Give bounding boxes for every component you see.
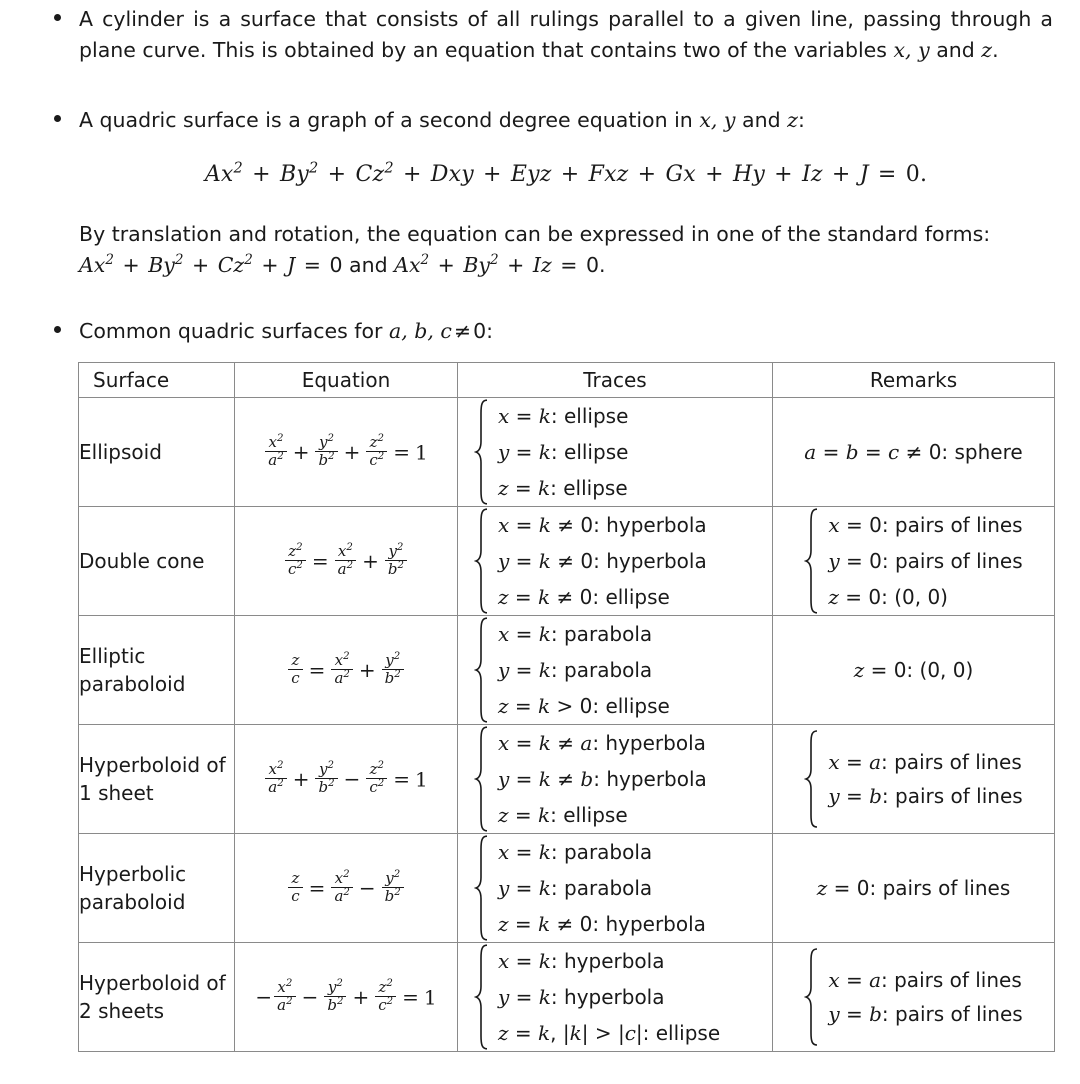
bullet-cylinder-var-last: z <box>981 38 993 62</box>
traces-group-line: y = k ≠ 0: hyperbola <box>498 549 707 573</box>
cell-surface-name: Elliptic paraboloid <box>79 616 235 725</box>
table-row <box>79 398 1055 507</box>
cell-remarks <box>773 725 1055 834</box>
table-row <box>79 725 1055 834</box>
table-row <box>79 834 1055 943</box>
document-page <box>0 4 1080 1084</box>
bullet-quadric-end: : <box>797 108 805 132</box>
bullet-common-surfaces-text <box>79 316 1053 347</box>
cell-surface-name: Double cone <box>79 507 235 616</box>
cell-equation: $\frac{x^2}{a^2}$ + $\frac{y^2}{b^2}$ + $\frac{z^2}{c^2}$ = 1 <box>235 398 458 507</box>
remarks-group <box>773 729 1054 829</box>
remarks-text: z = 0: pairs of lines <box>816 876 1011 900</box>
bullet-quadric-vars: x, y <box>699 108 736 132</box>
cell-remarks <box>773 616 1055 725</box>
cell-traces <box>458 616 773 725</box>
left-curly-brace-icon <box>804 947 820 1047</box>
cell-equation: − $\frac{x^2}{a^2}$ − $\frac{y^2}{b^2}$ + $\frac{z^2}{c^2}$ = 1 <box>235 943 458 1052</box>
traces-group-line: z = k: ellipse <box>498 476 628 500</box>
column-header-remarks: Remarks <box>773 363 1055 398</box>
bullet-cylinder-text <box>79 4 1053 66</box>
standard-forms-lead: By translation and rotation, the equation can be expressed in one of the standard forms: <box>79 222 991 246</box>
left-curly-brace-icon <box>474 507 490 615</box>
quadric-surfaces-table-wrapper <box>78 362 1054 1052</box>
table-row <box>79 943 1055 1052</box>
bullet-common-surfaces <box>0 316 1080 347</box>
bullet-quadric-text-post: and <box>735 108 788 132</box>
bullet-quadric-var-last: z <box>787 108 798 132</box>
traces-group <box>458 943 772 1051</box>
cell-remarks <box>773 507 1055 616</box>
traces-group <box>458 725 772 833</box>
left-curly-brace-icon <box>474 616 490 724</box>
not-equal-symbol: ≠ <box>453 319 472 343</box>
traces-group-line: x = k ≠ a: hyperbola <box>498 731 706 755</box>
cell-traces <box>458 834 773 943</box>
remarks-group-line: x = 0: pairs of lines <box>828 513 1023 537</box>
bullet-cylinder-text-pre: A cylinder is a surface that consists of all rulings parallel to a given line, passing through a plane curve. This is obtained by an equation that contains two of the variables <box>79 7 1053 62</box>
traces-group-line: x = k: hyperbola <box>498 949 665 973</box>
remarks-group-line: y = b: pairs of lines <box>828 784 1023 808</box>
table-header-row <box>79 363 1055 398</box>
standard-form-1: $Ax^2 + By^2 + Cz^2 + J = 0$ <box>79 252 343 277</box>
left-curly-brace-icon <box>474 834 490 942</box>
cell-traces <box>458 398 773 507</box>
table-header <box>79 363 1055 398</box>
standard-form-2: $Ax^2 + By^2 + Iz = 0$. <box>394 252 606 277</box>
traces-group-line: x = k: parabola <box>498 840 653 864</box>
cell-surface-name: Hyperboloid of 1 sheet <box>79 725 235 834</box>
table-row <box>79 507 1055 616</box>
traces-group-line: z = k ≠ 0: ellipse <box>498 585 670 609</box>
traces-group <box>458 507 772 615</box>
bullet-marker-icon <box>54 115 61 122</box>
traces-group-line: x = k: parabola <box>498 622 653 646</box>
traces-group <box>458 834 772 942</box>
remarks-group-line: y = 0: pairs of lines <box>828 549 1023 573</box>
left-curly-brace-icon <box>474 725 490 833</box>
standard-forms-conjunction: and <box>349 253 388 277</box>
remarks-group-line: y = b: pairs of lines <box>828 1002 1023 1026</box>
bullet-marker-icon <box>54 14 61 21</box>
general-quadric-equation: $Ax^2 + By^2 + Cz^2$ + Dxy + Eyz + Fxz + Gx + Hy + Iz + J = 0. <box>204 160 928 187</box>
cell-traces <box>458 725 773 834</box>
remarks-text: z = 0: (0, 0) <box>853 658 974 682</box>
bullet-quadric-surface <box>0 105 1080 281</box>
cell-equation: $\frac{z}{c}$ = $\frac{x^2}{a^2}$ − $\frac{y^2}{b^2}$ <box>235 834 458 943</box>
traces-group-line: z = k, |k| > |c|: ellipse <box>498 1021 721 1045</box>
cell-equation: $\frac{z^2}{c^2}$ = $\frac{x^2}{a^2}$ + $\frac{y^2}{b^2}$ <box>235 507 458 616</box>
standard-forms-paragraph <box>79 219 1053 281</box>
cell-remarks <box>773 398 1055 507</box>
traces-group <box>458 398 772 506</box>
cell-surface-name: Hyperbolic paraboloid <box>79 834 235 943</box>
column-header-surface: Surface <box>79 363 235 398</box>
bullet-quadric-text <box>79 105 1053 136</box>
traces-group-line: z = k: ellipse <box>498 803 628 827</box>
remarks-group <box>773 947 1054 1047</box>
common-surfaces-label: Common quadric surfaces for <box>79 319 390 343</box>
traces-group-line: z = k > 0: ellipse <box>498 694 670 718</box>
cell-remarks <box>773 943 1055 1052</box>
cell-equation: $\frac{x^2}{a^2}$ + $\frac{y^2}{b^2}$ − $\frac{z^2}{c^2}$ = 1 <box>235 725 458 834</box>
column-header-equation: Equation <box>235 363 458 398</box>
traces-group-line: z = k ≠ 0: hyperbola <box>498 912 706 936</box>
bullet-cylinder-text-post: and <box>929 38 982 62</box>
left-curly-brace-icon <box>804 729 820 829</box>
traces-group-line: y = k: hyperbola <box>498 985 665 1009</box>
left-curly-brace-icon <box>474 943 490 1051</box>
remarks-group <box>773 507 1054 615</box>
bullet-cylinder <box>0 4 1080 66</box>
table-body <box>79 398 1055 1052</box>
traces-group-line: y = k: parabola <box>498 876 653 900</box>
traces-group-line: x = k: ellipse <box>498 404 629 428</box>
bullet-cylinder-vars: x, y <box>893 38 930 62</box>
table-row <box>79 616 1055 725</box>
cell-remarks <box>773 834 1055 943</box>
cell-equation: $\frac{z}{c}$ = $\frac{x^2}{a^2}$ + $\frac{y^2}{b^2}$ <box>235 616 458 725</box>
cell-traces <box>458 507 773 616</box>
cell-traces <box>458 943 773 1052</box>
traces-group-line: y = k ≠ b: hyperbola <box>498 767 707 791</box>
remarks-text: a = b = c ≠ 0: sphere <box>804 440 1023 464</box>
column-header-traces: Traces <box>458 363 773 398</box>
common-surfaces-zero: 0: <box>473 319 494 343</box>
remarks-group-line: x = a: pairs of lines <box>828 750 1022 774</box>
traces-group <box>458 616 772 724</box>
cell-surface-name: Ellipsoid <box>79 398 235 507</box>
left-curly-brace-icon <box>474 398 490 506</box>
remarks-group-line: z = 0: (0, 0) <box>828 585 948 609</box>
traces-group-line: y = k: parabola <box>498 658 653 682</box>
common-surfaces-vars: a, b, c <box>389 319 452 343</box>
bullet-quadric-text-pre: A quadric surface is a graph of a second degree equation in <box>79 108 700 132</box>
traces-group-line: x = k ≠ 0: hyperbola <box>498 513 707 537</box>
remarks-group-line: x = a: pairs of lines <box>828 968 1022 992</box>
quadric-surfaces-table <box>78 362 1055 1052</box>
bullet-marker-icon <box>54 326 61 333</box>
bullet-cylinder-end: . <box>992 38 999 62</box>
left-curly-brace-icon <box>804 507 820 615</box>
traces-group-line: y = k: ellipse <box>498 440 629 464</box>
cell-surface-name: Hyperboloid of 2 sheets <box>79 943 235 1052</box>
